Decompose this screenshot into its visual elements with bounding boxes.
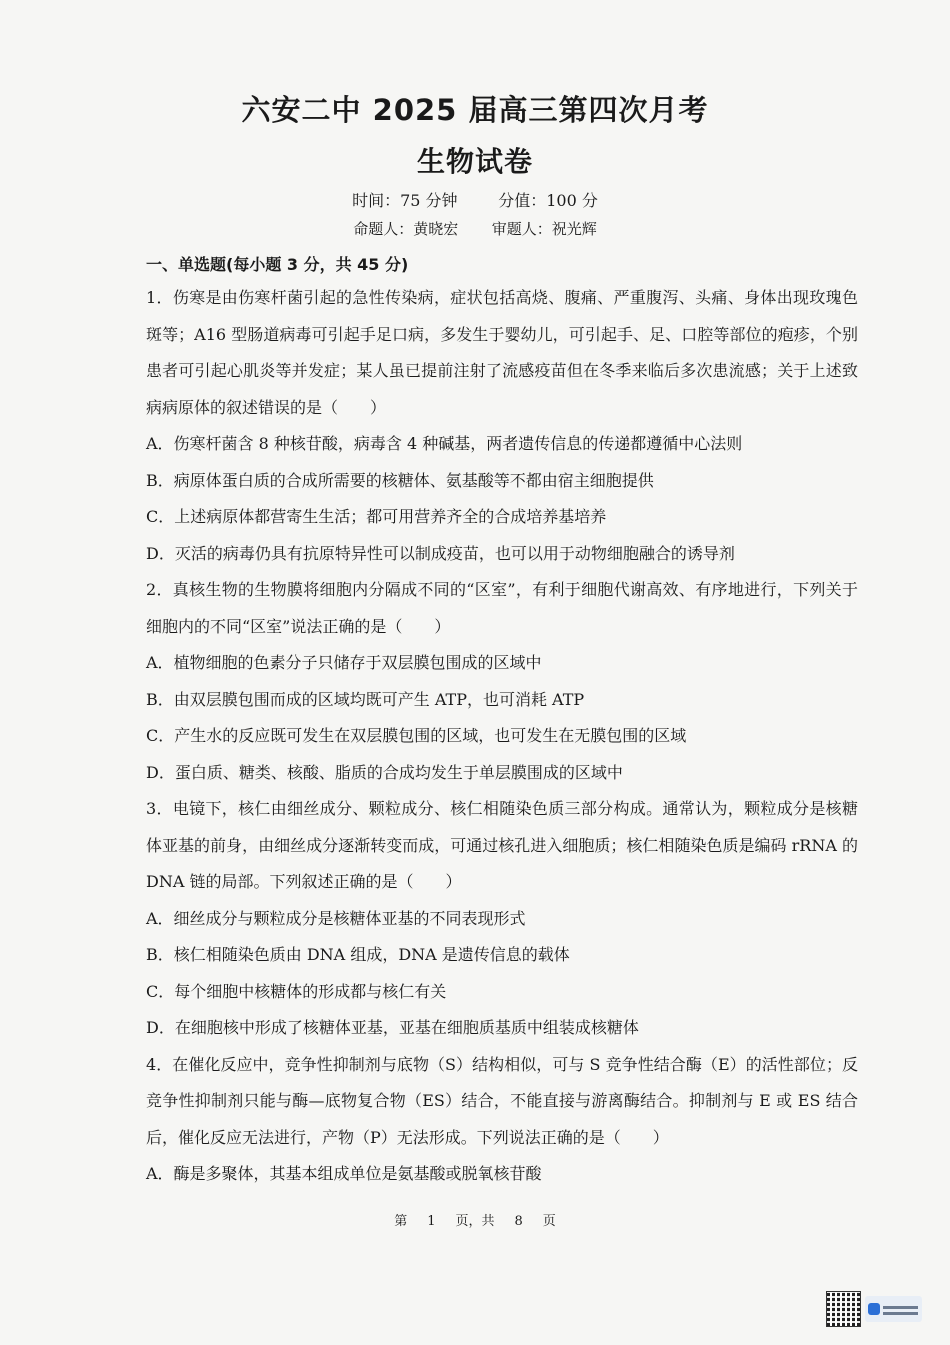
question-2-option-b: B．由双层膜包围而成的区域均既可产生 ATP，也可消耗 ATP — [146, 689, 585, 709]
question-1-option-d: D．灭活的病毒仍具有抗原特异性可以制成疫苗，也可以用于动物细胞融合的诱导剂 — [146, 543, 735, 563]
question-4-stem: 4．在催化反应中，竞争性抑制剂与底物（S）结构相似，可与 S 竞争性结合酶（E）的活性部位；反竞争性抑制剂只能与酶—底物复合物（ES）结合，不能直接与游离酶结合。抑制剂与 E 或 ES 结合后，催化反应无法进行，产物（P）无法形成。下列说法正确的是（ ） — [146, 1054, 858, 1147]
question-2-option-d: D．蛋白质、糖类、核酸、脂质的合成均发生于单层膜围成的区域中 — [146, 762, 623, 782]
page-footer — [0, 1210, 950, 1229]
footer-page-unit: 页 — [542, 1214, 556, 1229]
exam-time: 时间：75 分钟 — [352, 191, 458, 210]
question-3-option-c: C．每个细胞中核糖体的形成都与核仁有关 — [146, 981, 447, 1001]
question-2-option-c: C．产生水的反应既可发生在双层膜包围的区域，也可发生在无膜包围的区域 — [146, 726, 687, 745]
question-3-stem: 3．电镜下，核仁由细丝成分、颗粒成分、核仁相随染色质三部分构成。通常认为，颗粒成分是核糖体亚基的前身，由细丝成分逐渐转变而成，可通过核孔进入细胞质；核仁相随染色质是编码 rRNA 的 DNA 链的局部。下列叙述正确的是（ ） — [146, 799, 858, 891]
question-1-option-c: C．上述病原体都营寄生生活；都可用营养齐全的合成培养基培养 — [146, 507, 607, 526]
exam-reviewer: 审题人：祝光辉 — [491, 220, 597, 238]
question-2-stem: 2．真核生物的生物膜将细胞内分隔成不同的“区室”，有利于细胞代谢高效、有序地进行，下列关于细胞内的不同“区室”说法正确的是（ ） — [146, 580, 858, 636]
footer-total-pages: 8 — [514, 1214, 523, 1229]
question-1-stem: 1．伤寒是由伤寒杆菌引起的急性传染病，症状包括高烧、腹痛、严重腹泻、头痛、身体出现玫瑰色斑等；A16 型肠道病毒可引起手足口病，多发生于婴幼儿，可引起手、足、口腔等部位的疱疹，个别患者可引起心肌炎等并发症；某人虽已提前注射了流感疫苗但在冬季来临后多次患流感；关于上述致病病原体的叙述错误的是（ ） — [146, 288, 858, 417]
question-1-option-b: B．病原体蛋白质的合成所需要的核糖体、氨基酸等不都由宿主细胞提供 — [146, 470, 654, 490]
exam-meta-line-1 — [0, 188, 950, 211]
question-3-option-b: B．核仁相随染色质由 DNA 组成，DNA 是遗传信息的载体 — [146, 945, 570, 964]
section-title: 一、单选题(每小题 3 分，共 45 分) — [146, 255, 409, 274]
question-list — [146, 280, 858, 1193]
scanner-badge — [826, 1290, 922, 1328]
exam-score: 分值：100 分 — [498, 191, 598, 210]
scanner-logo-icon — [865, 1296, 922, 1322]
question-4-option-a: A．酶是多聚体，其基本组成单位是氨基酸或脱氧核苷酸 — [146, 1164, 542, 1183]
footer-page-number: 1 — [427, 1214, 436, 1229]
question-1-option-a: A．伤寒杆菌含 8 种核苷酸，病毒含 4 种碱基，两者遗传信息的传递都遵循中心法则 — [146, 434, 743, 453]
exam-title: 六安二中 2025 届高三第四次月考 — [241, 93, 709, 127]
footer-page-label: 第 — [394, 1214, 408, 1229]
exam-setter: 命题人：黄晓宏 — [353, 220, 459, 238]
footer-of-label: 页，共 — [455, 1214, 495, 1229]
qr-code-icon — [826, 1291, 861, 1327]
exam-subtitle: 生物试卷 — [416, 145, 533, 178]
exam-meta-line-2 — [0, 218, 950, 239]
question-3-option-d: D．在细胞核中形成了核糖体亚基，亚基在细胞质基质中组装成核糖体 — [146, 1018, 639, 1037]
question-2-option-a: A．植物细胞的色素分子只储存于双层膜包围成的区域中 — [146, 653, 542, 672]
question-3-option-a: A．细丝成分与颗粒成分是核糖体亚基的不同表现形式 — [146, 908, 526, 928]
